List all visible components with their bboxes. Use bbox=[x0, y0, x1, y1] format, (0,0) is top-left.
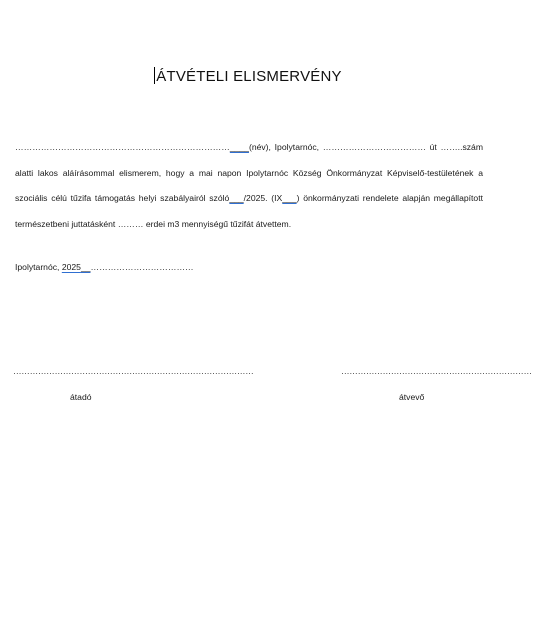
signature-line-right: …………………………………………………………… bbox=[341, 366, 532, 376]
date-dots: ……………………………… bbox=[90, 262, 194, 272]
name-blank: ____ bbox=[229, 142, 249, 152]
regulation-month-blank: ___ bbox=[282, 193, 297, 203]
signature-label-handover: átadó bbox=[70, 392, 92, 402]
date-year bbox=[62, 262, 91, 272]
declaration-text-2: ) önkormányzati rendelete alapján megállapított természetbeni juttatásként ……… erdei m3 mennyiségű tűzifát átvettem. bbox=[15, 193, 483, 229]
signature-label-recipient: átvevő bbox=[399, 392, 425, 402]
name-dots: ………………………………………………………………… bbox=[15, 142, 230, 152]
regulation-year: /2025. (IX bbox=[243, 193, 283, 203]
place-date-line bbox=[15, 262, 194, 272]
document-title-text: ÁTVÉTELI ELISMERVÉNY bbox=[156, 68, 342, 85]
date-year-text: 2025 bbox=[61, 262, 81, 272]
regulation-number-blank: ___ bbox=[229, 193, 244, 203]
place-text: Ipolytarnóc, bbox=[15, 262, 62, 272]
date-year-blank: __ bbox=[80, 262, 91, 272]
signature-line-left: …………………………………………………………………………… bbox=[13, 366, 254, 376]
declaration-paragraph bbox=[15, 135, 483, 237]
document-title bbox=[0, 67, 496, 85]
declaration-text-1: (név), Ipolytarnóc, ……………………………… út ……..szám alatti lakos aláírásommal elismerem, hogy a mai napon Ipolytarnóc Község Önkormányzat Képviselő-testületének a szociális célú tűzifa támogatás helyi szabályairól szóló bbox=[15, 142, 483, 203]
